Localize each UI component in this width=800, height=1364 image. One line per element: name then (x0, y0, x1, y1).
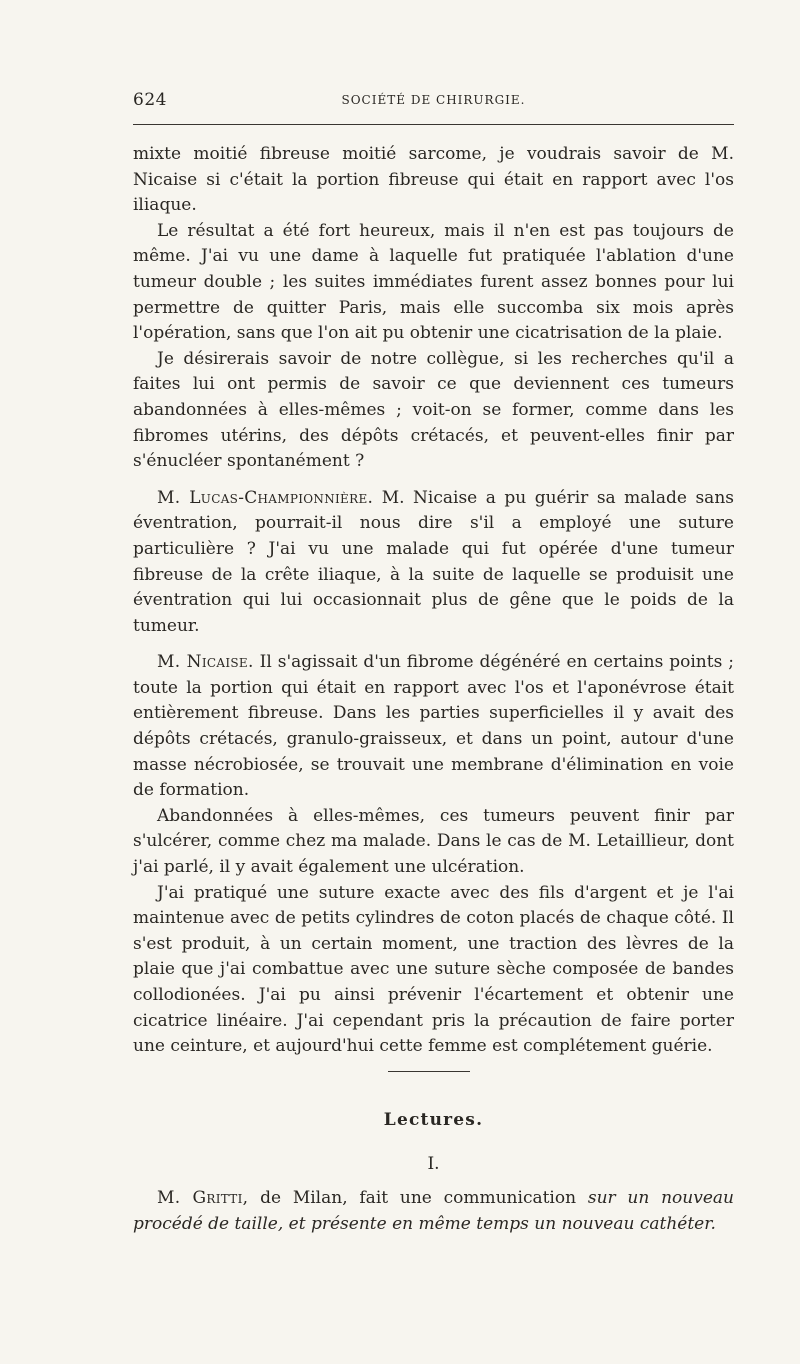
paragraph-2: Le résultat a été fort heureux, mais il n'en est pas toujours de même. J'ai vu une dame à laquelle fut pratiquée l'ablation d'une tumeur double ; les suites immédiates furent assez bonnes pour lui permettre de quitter Paris, mais elle succomba six mois après l'opération, sans que l'on ait pu obtenir une cicatrisation de la plaie. (133, 220, 734, 344)
paragraph-3: Je désirerais savoir de notre collègue, si les recherches qu'il a faites lui ont permis de savoir ce que deviennent ces tumeurs abandonnées à elles-mêmes ; voit-on se former, comme dans les fibromes utérins, des dépôts crétacés, et peuvent-elles finir par s'énucléer spontanément ? (133, 348, 734, 472)
speaker-name: M. Lucas-Championnière. (157, 487, 374, 508)
paragraph-1: mixte moitié fibreuse moitié sarcome, je voudrais savoir de M. Nicaise si c'était la portion fibreuse qui était en rapport avec l'os iliaque. (133, 144, 734, 216)
paragraph-nicaise: M. Nicaise. Il s'agissait d'un fibrome dégénéré en certains points ; toute la portion qui était en rapport avec l'os et l'aponévrose était entièrement fibreuse. Dans les parties superficielles il y avait des dépôts crétacés, granulo-graisseux, et dans un point, autour d'une masse nécrobiosée, se trouvait une membrane d'élimination en voie de formation. (133, 652, 734, 801)
section-number: I. (427, 1154, 440, 1174)
speaker-name: M. Nicaise. (157, 652, 254, 673)
header-rule (133, 124, 734, 125)
paragraph-lucas-championniere: M. Lucas-Championnière. M. Nicaise a pu guérir sa malade sans éventration, pourrait-il nous dire s'il a employé une suture particulière ? J'ai vu une malade qui fut opérée d'une tumeur fibreuse de la crête iliaque, à la suite de laquelle se produisit une éventration qui lui occasionnait plus de gêne que le poids de la tumeur. (133, 487, 734, 636)
page-header (133, 90, 734, 114)
running-title: SOCIÉTÉ DE CHIRURGIE. (341, 93, 526, 107)
section-title: Lectures. (383, 1110, 484, 1130)
body-text (133, 142, 734, 1060)
page-number: 624 (133, 90, 167, 110)
speaker-name: M. Gritti, (157, 1188, 249, 1208)
paragraph-6: Abandonnées à elles-mêmes, ces tumeurs peuvent finir par s'ulcérer, comme chez ma malade. Dans le cas de M. Letaillieur, dont j'ai parlé, il y avait également une ulcération. (133, 805, 734, 878)
section-divider (388, 1071, 470, 1072)
paragraph-7: J'ai pratiqué une suture exacte avec des fils d'argent et je l'ai maintenue avec de petits cylindres de coton placés de chaque côté. Il s'est produit, à un certain moment, une traction des lèvres de la plaie que j'ai combattue avec une suture sèche composée de bandes collodionées. J'ai pu ainsi prévenir l'écartement et obtenir une cicatrice linéaire. J'ai cependant pris la précaution de faire porter une ceinture, et aujourd'hui cette femme est complétement guérie. (133, 882, 734, 1057)
lecture-paragraph: M. Gritti, de Milan, fait une communication sur un nouveau procédé de taille, et présente en même temps un nouveau cathéter. (133, 1188, 734, 1234)
